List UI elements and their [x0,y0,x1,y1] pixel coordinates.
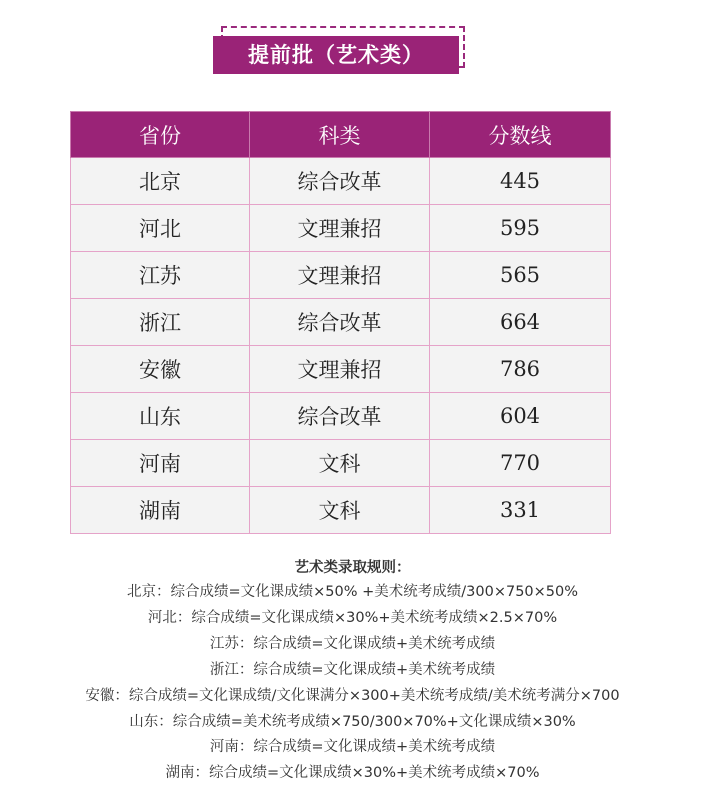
table-row [71,299,611,346]
cell-category: 文科 [250,440,430,487]
cell-category: 文理兼招 [250,252,430,299]
cell-province: 河南 [71,440,250,487]
page-title: 提前批（艺术类） [213,36,459,74]
cell-score: 770 [430,440,611,487]
rule-line-beijing: 北京：综合成绩=文化课成绩×50% +美术统考成绩/300×750×50% [126,584,579,600]
rules-title: 艺术类录取规则： [294,560,411,576]
table-row [71,393,611,440]
table-row [71,252,611,299]
cell-score: 331 [430,487,611,534]
cell-category: 文科 [250,487,430,534]
header-province: 省份 [71,112,250,158]
cell-score: 786 [430,346,611,393]
cell-province: 山东 [71,393,250,440]
rule-line-shandong: 山东：综合成绩=美术统考成绩×750/300×70%+文化课成绩×30% [129,713,576,730]
cell-score: 445 [430,158,611,205]
cell-category: 综合改革 [250,393,430,440]
cell-score: 664 [430,299,611,346]
cell-province: 安徽 [71,346,250,393]
rule-line-henan: 河南：综合成绩=文化课成绩+美术统考成绩 [209,739,496,756]
section-title-badge [213,26,467,74]
cell-score: 604 [430,393,611,440]
cell-category: 综合改革 [250,158,430,205]
score-table [70,111,611,534]
rule-line-jiangsu: 江苏：综合成绩=文化课成绩+美术统考成绩 [209,635,496,652]
cell-score: 565 [430,252,611,299]
table-header-row [71,112,611,158]
cell-province: 河北 [71,205,250,252]
admission-rules [0,556,705,787]
cell-province: 江苏 [71,252,250,299]
rule-line-anhui: 安徽：综合成绩=文化课成绩/文化课满分×300+美术统考成绩/美术统考满分×700 [85,687,620,704]
table-row [71,205,611,252]
cell-category: 综合改革 [250,299,430,346]
cell-province: 湖南 [71,487,250,534]
cell-province: 浙江 [71,299,250,346]
header-category: 科类 [250,112,430,158]
cell-category: 文理兼招 [250,205,430,252]
table-row [71,158,611,205]
cell-category: 文理兼招 [250,346,430,393]
table-row [71,346,611,393]
rule-line-zhejiang: 浙江：综合成绩=文化课成绩+美术统考成绩 [209,661,496,678]
cell-score: 595 [430,205,611,252]
rule-line-hebei: 河北：综合成绩=文化课成绩×30%+美术统考成绩×2.5×70% [147,609,558,626]
rule-line-hunan: 湖南：综合成绩=文化课成绩×30%+美术统考成绩×70% [165,765,540,782]
header-score-line: 分数线 [430,112,611,158]
table-row [71,487,611,534]
cell-province: 北京 [71,158,250,205]
table-row [71,440,611,487]
